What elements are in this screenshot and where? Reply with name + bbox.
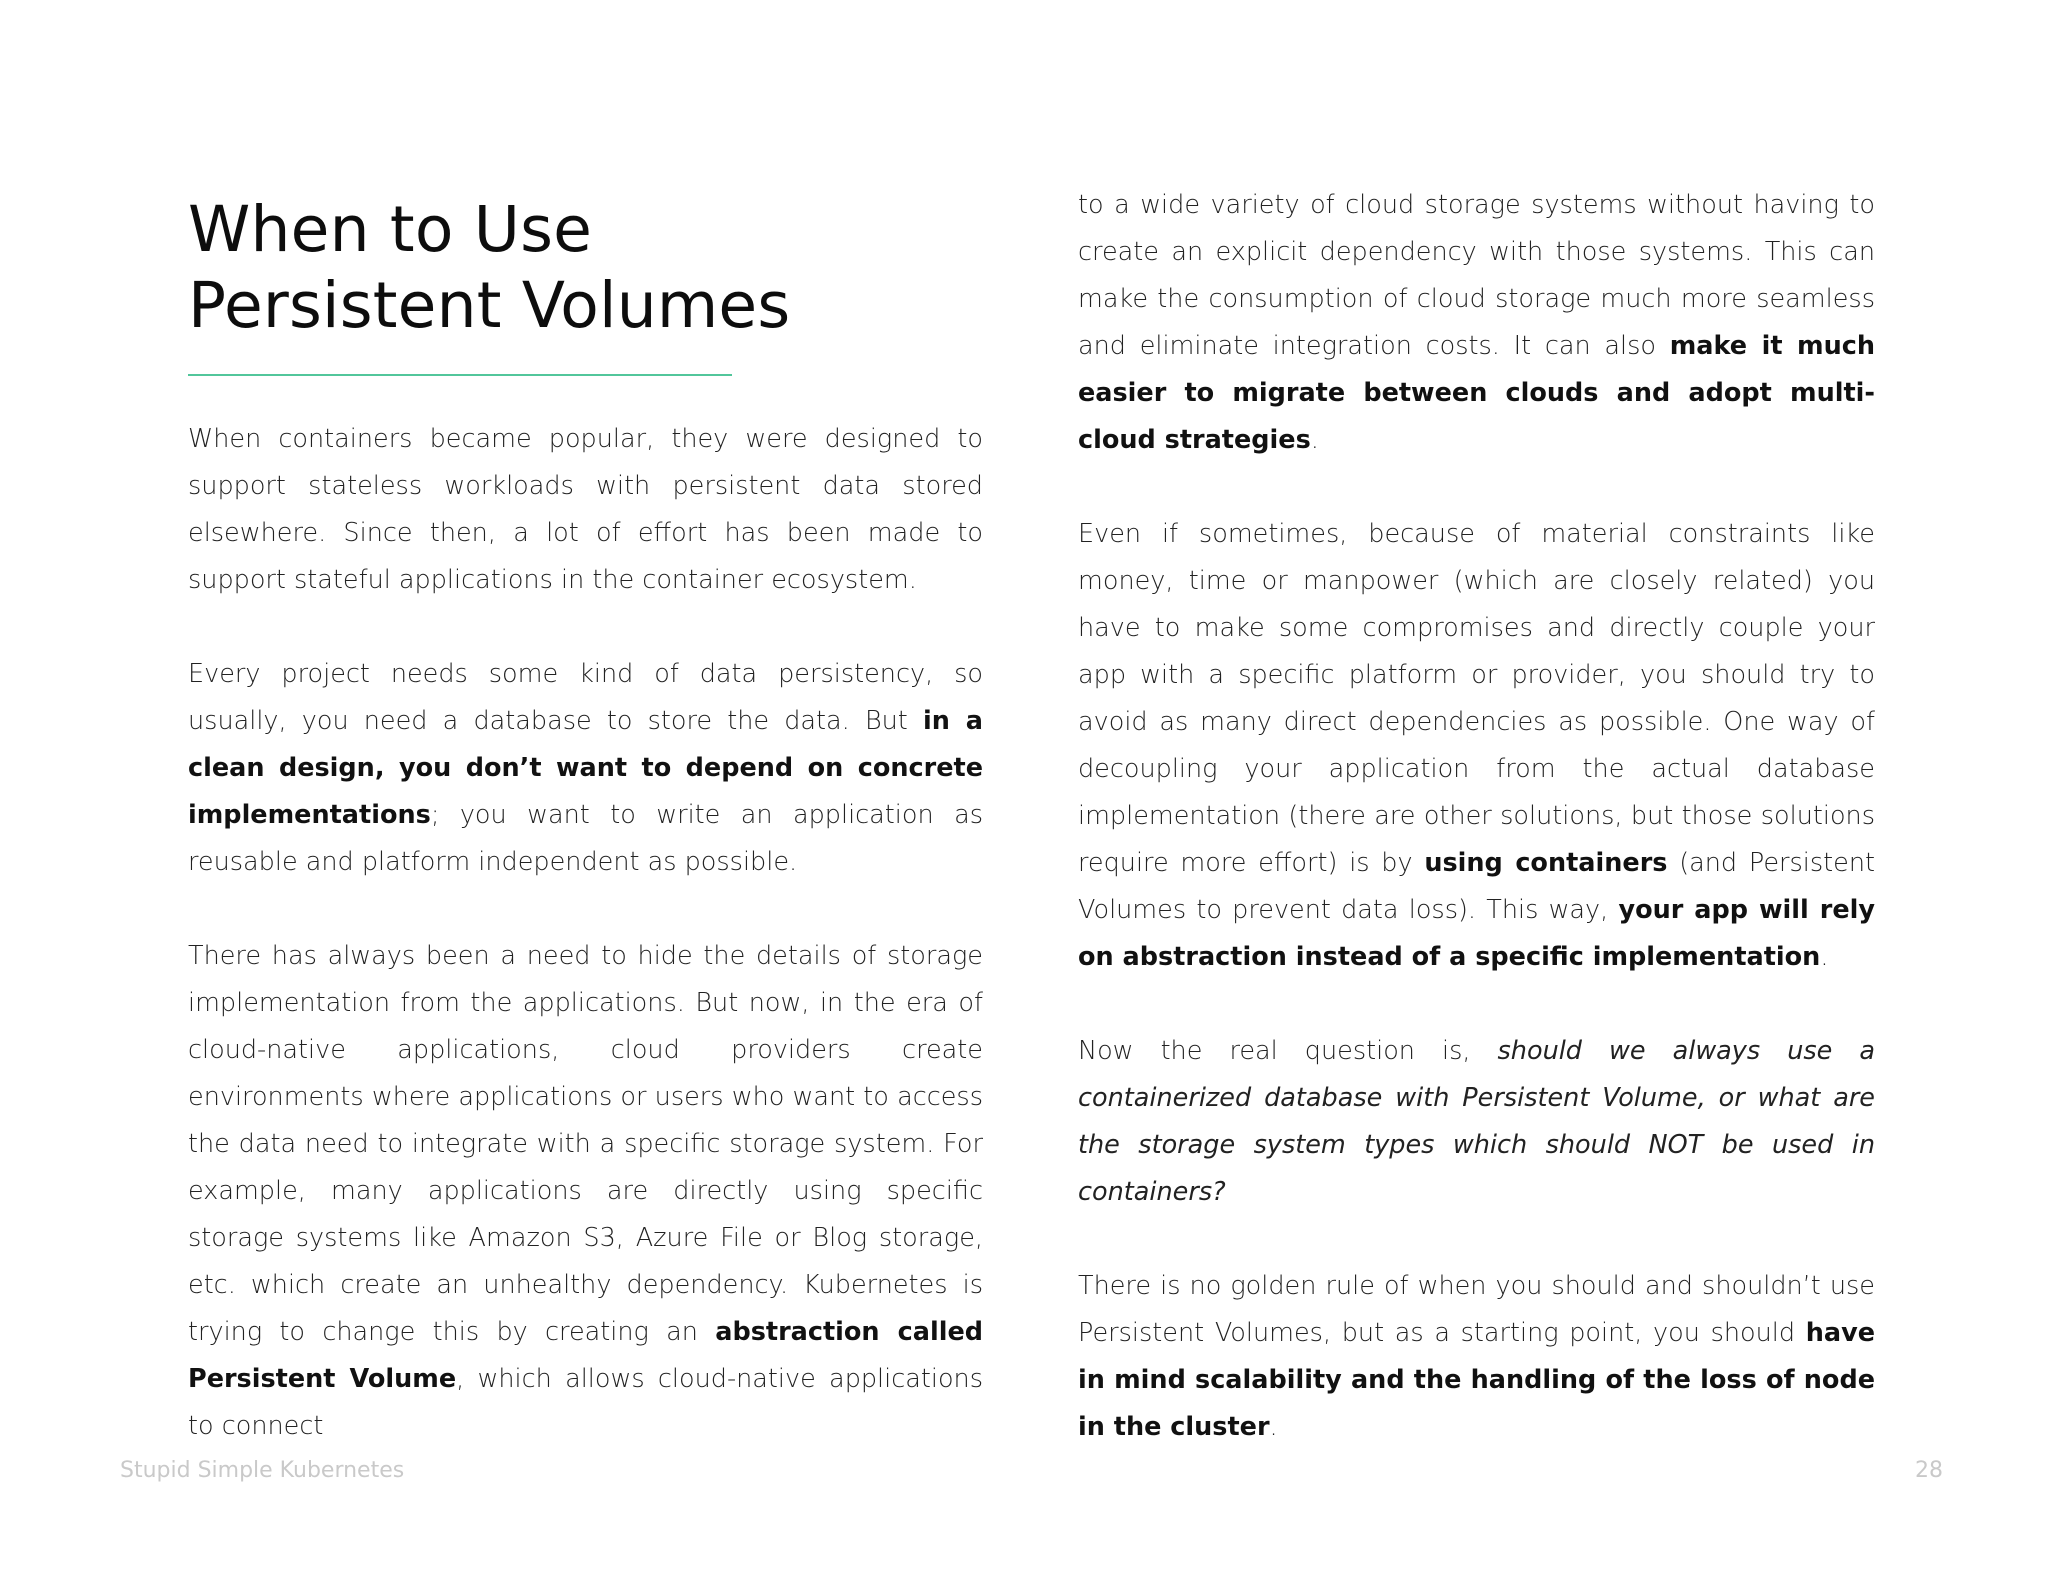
bold-emphasis: abstraction called Persistent Volume	[188, 1317, 983, 1394]
paragraph-text: .	[1820, 942, 1829, 972]
paragraph-storage-abstraction	[188, 933, 983, 1450]
footer-book-title: Stupid Simple Kubernetes	[120, 1458, 405, 1483]
left-text-column	[188, 416, 983, 1450]
paragraph-text: There is no golden rule of when you should and shouldn’t use Persistent Volumes, but as a starting point, you should	[1078, 1271, 1875, 1348]
paragraph-text: .	[1269, 1412, 1278, 1442]
paragraph-text: Every project needs some kind of data persistency, so usually, you need a database to store the data. But	[188, 659, 983, 736]
paragraph-text: When containers became popular, they were designed to support stateless workloads with persistent data stored elsewhere. Since then, a lot of effort has been made to support stateful applications in the container ecosystem.	[188, 424, 983, 595]
paragraph-cloud-storage	[1078, 182, 1875, 464]
bold-emphasis: using containers	[1424, 848, 1668, 878]
page-title	[188, 192, 1008, 344]
right-text-column	[1078, 182, 1875, 1451]
bold-emphasis: make it much easier to migrate between clouds and adopt multi-cloud strategies	[1078, 331, 1876, 455]
paragraph-text: Now the real question is,	[1078, 1036, 1498, 1066]
paragraph-text: ; you want to write an application as reusable and platform independent as possible.	[188, 800, 983, 877]
paragraph-text: Even if sometimes, because of material constraints like money, time or manpower (which are closely related) you have to make some compromises and directly couple your app with a specific platform or provider, you should try to avoid as many direct dependencies as possible. One way of decoupling your application from the actual database implementation (there are other solutions, but those solutions require more effort) is by	[1078, 519, 1875, 878]
bold-emphasis: in a clean design, you don’t want to depend on concrete implementations	[188, 706, 984, 830]
title-underline-rule	[188, 374, 732, 376]
paragraph-text: to a wide variety of cloud storage systems without having to create an explicit dependency with those systems. This can make the consumption of cloud storage much more seamless and eliminate integration costs. It can also	[1078, 190, 1875, 361]
paragraph-data-persistency	[188, 651, 983, 886]
paragraph-real-question	[1078, 1028, 1875, 1216]
page-title-line-2: Persistent Volumes	[188, 269, 791, 342]
paragraph-golden-rule	[1078, 1263, 1875, 1451]
paragraph-decoupling	[1078, 511, 1875, 981]
paragraph-text: .	[1310, 425, 1319, 455]
bold-emphasis: have in mind scalability and the handling of the loss of node in the cluster	[1078, 1318, 1875, 1442]
paragraph-text: , which allows cloud-native applications to connect	[188, 1364, 984, 1441]
bold-emphasis: your app will rely on abstraction instead of a specific implementation	[1078, 895, 1875, 972]
footer-page-number: 28	[1915, 1458, 1943, 1483]
paragraph-text: There has always been a need to hide the details of storage implementation from the applications. But now, in the era of cloud-native applications, cloud providers create environments where applications or users who want to access the data need to integrate with a specific storage system. For example, many applications are directly using specific storage systems like Amazon S3, Azure File or Blog storage, etc. which create an unhealthy dependency. Kubernetes is trying to change this by creating an	[188, 941, 983, 1347]
paragraph-text: (and Persistent Volumes to prevent data loss). This way,	[1078, 848, 1875, 925]
paragraph-containers-history	[188, 416, 983, 604]
italic-question: should we always use a containerized database with Persistent Volume, or what are the storage system types which should NOT be used in containers?	[1078, 1036, 1875, 1207]
page-title-line-1: When to Use	[188, 193, 593, 266]
